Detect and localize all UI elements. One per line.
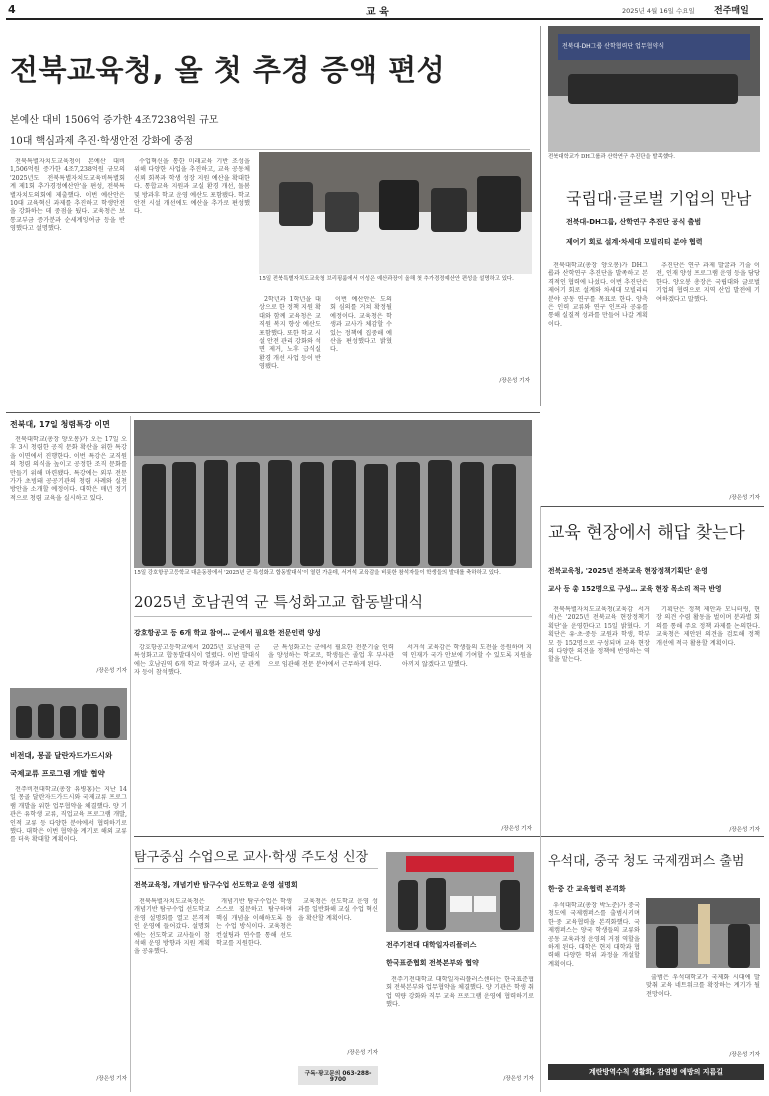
- jeonju-title: 전주기전대 대학일자리플러스: [386, 941, 477, 949]
- jeonju-reporter: /장은성 기자: [503, 1076, 534, 1082]
- dh-article-col1: 전북대학교(총장 양오봉)가 DH그룹과 산학연구 추진단을 발족하고 본격적인 협력에 나섰다. 이번 추진단은 제어기 회로 설계와 차세대 모빌리티 분야 공동 연구를 목표로 한다. 양측은 인력 교류와 연구 인프라 공유를 통해 실질적 성과를 만들어 나갈 계획이다.: [548, 262, 648, 328]
- dh-photo-caption: 전북대학교가 DH그룹과 산학연구 추진단을 발족했다.: [548, 154, 675, 160]
- main-reporter: /장은성 기자: [499, 378, 530, 384]
- dh-subhead-2: 제어기 회로 설계·차세대 모빌리티 분야 협력: [566, 238, 703, 246]
- briefing-photo: [259, 152, 532, 274]
- jeonju-article: 전주기전대학교 대학일자리플러스센터는 한국표준협회 전북본부와 업무협약을 체결했다. 양 기관은 학생 취업 역량 강화와 직무 교육 프로그램 운영에 협력하기로 했다.: [386, 976, 534, 1009]
- ethics-reporter: /장은성 기자: [96, 668, 127, 674]
- woosuk-article: 우석대학교(총장 박노준)가 중국 청도에 국제캠퍼스를 출범시키며 한·중 교육협력을 본격화했다. 국제캠퍼스는 양국 학생들의 교류와 공동 교육과정 운영의 거점 역할을 하게 된다. 대학은 현지 대학과 협력해 다양한 학위 과정을 개설할 계획이다.: [548, 902, 640, 968]
- main-article-col2: 수업혁신을 통한 미래교육 기반 조성을 위해 다양한 사업을 추진하고, 교육 공동체 신뢰 회복과 학생 성장 지원 예산을 확대한다. 통합교육 지원과 교실 환경 개선, 돌봄 및 방과후 학교 운영 예산도 포함됐다. 학교 안전 시설 개선에도 예산을 추가로 편성했다.: [134, 158, 250, 216]
- jeonju-title-2: 한국표준협회 전북본부와 협약: [386, 959, 479, 967]
- main-article-col4: 이번 예산안은 도의회 심의를 거쳐 확정될 예정이다. 교육청은 학생과 교사가 체감할 수 있는 정책에 집중해 예산을 편성했다고 밝혔다.: [330, 296, 392, 354]
- main-subhead-2: 10대 핵심과제 추진·학생안전 강화에 중점: [10, 136, 194, 147]
- inquiry-headline: 탐구중심 수업으로 교사·학생 주도성 신장: [134, 850, 369, 865]
- hap-col1: 강호항공고등학교에서 2025년 호남권역 군 특성화고교 합동발대식이 열렸다. 이번 발대식에는 호남권역 6개 학교 학생과 교사, 군 관계자 등이 참석했다.: [134, 644, 260, 677]
- inquiry-subhead: 전북교육청, 개념기반 탐구수업 선도학교 운영 설명회: [134, 881, 298, 889]
- dh-reporter: /장은성 기자: [729, 495, 760, 501]
- page-number: 4: [8, 3, 16, 16]
- woosuk-headline: 우석대, 중국 청도 국제캠퍼스 출범: [548, 854, 745, 869]
- dh-signing-photo: 전북대-DH그룹 산학협력단 업무협약식: [548, 26, 760, 152]
- hap-col3: 서거석 교육감은 학생들의 도전을 응원하며 지역 인재가 국가 안보에 기여할 수 있도록 지원을 아끼지 않겠다고 말했다.: [402, 644, 532, 668]
- woosuk-reporter: /장은성 기자: [729, 1052, 760, 1058]
- main-headline: 전북교육청, 올 첫 추경 증액 편성: [10, 53, 446, 87]
- hap-col2: 군 특성화고는 군에서 필요한 전문기술 인력을 양성하는 학교로, 학생들은 졸업 후 부사관으로 임관해 전문 분야에서 근무하게 된다.: [268, 644, 394, 668]
- hap-reporter: /장은성 기자: [501, 826, 532, 832]
- field-headline: 교육 현장에서 해답 찾는다: [548, 523, 745, 543]
- inquiry-col1: 전북특별자치도교육청은 개념기반 탐구수업 선도학교 운영 설명회를 열고 본격적인 운영에 들어갔다. 설명회에는 선도학교 교사들이 참석해 운영 방향과 지원 계획을 공유했다.: [134, 898, 210, 956]
- main-article-col1: 전북특별자치도교육청이 본예산 대비 1,506억원 증가한 4조7,238억원 규모의 '2025년도 전북특별자치도교육비특별회계 제1회 추가경정예산안'을 편성, 전북특별자치도의회에 제출했다. 이번 예산안은 10대 교육혁신 과제를 추진하고 학생안전을 강화하는 데 중점을 뒀다. 교육청은 보통교부금 증가분과 순세계잉여금 등을 반영했다고 설명했다.: [10, 158, 125, 233]
- main-subhead-1: 본예산 대비 1506억 증가한 4조7238억원 규모: [10, 115, 219, 126]
- dh-subhead-1: 전북대-DH그룹, 산학연구 추진단 공식 출범: [566, 218, 702, 226]
- inquiry-col2: 개념기반 탐구수업은 학생 스스로 질문하고 탐구하며 핵심 개념을 이해하도록 돕는 수업 방식이다. 교육청은 컨설팅과 연수를 통해 선도학교를 지원한다.: [216, 898, 292, 948]
- vision-reporter: /장은성 기자: [96, 1076, 127, 1082]
- field-col1: 전북특별자치도교육청(교육감 서거석)은 '2025년 전북교육 현장정책기획단'을 운영한다고 15일 밝혔다. 기획단은 유·초·중등 교원과 학생, 학부모 등 152명으로 구성되며 교육 현장의 다양한 의견을 정책에 반영하는 역할을 맡는다.: [548, 606, 650, 664]
- vision-title: 비전대, 몽골 달란자드가드시와: [10, 751, 113, 760]
- vision-title-2: 국제교류 프로그램 개발 협약: [10, 769, 105, 778]
- ethics-article: 전북대학교(총장 양오봉)가 오는 17일 오후 3시 청렴한 공직 문화 확산을 위한 특강을 이면에서 진행한다. 이번 특강은 교직원의 청렴 의식을 높이고 공정한 조직 문화를 만들기 위해 마련됐다. 특강에는 외부 전문가가 초빙돼 공공기관의 청렴 사례와 실천 방안을 소개할 예정이다. 대학은 매년 정기적으로 청렴 교육을 실시하고 있다.: [10, 436, 127, 502]
- field-reporter: /장은성 기자: [729, 827, 760, 833]
- ceremony-caption: 15일 강호항공고등학교 대운동장에서 '2025년 군 특성화고 합동발대식'이 열린 가운데, 서거석 교육감을 비롯한 참석자들이 학생들의 발대를 축하하고 있다.: [134, 570, 501, 576]
- field-subhead-1: 전북교육청, '2025년 전북교육 현장정책기획단' 운영: [548, 567, 708, 575]
- dh-article-col2: 추진단은 연구 과제 발굴과 기술 이전, 인재 양성 프로그램 운영 등을 담당한다. 양오봉 총장은 국립대와 글로벌 기업의 협력으로 지역 산업 발전에 기여하겠다고 말했다.: [656, 262, 760, 303]
- woosuk-subhead: 한·중 간 교육협력 본격화: [548, 885, 626, 893]
- hap-subhead: 강호항공고 등 6개 학교 참여… 군에서 필요한 전문인력 양성: [134, 629, 321, 637]
- dh-headline: 국립대·글로벌 기업의 만남: [566, 189, 752, 208]
- issue-date: 2025년 4월 16일 수요일: [622, 7, 695, 15]
- field-col2: 기획단은 정책 제안과 모니터링, 현장 의견 수렴 활동을 벌이며 분과별 회의를 통해 주요 정책 과제를 논의한다. 교육청은 제안된 의견을 검토해 정책 개선에 적극 활용할 계획이다.: [656, 606, 760, 647]
- ethics-title: 전북대, 17일 청렴특강 이면: [10, 420, 110, 429]
- paper-name: 전주매일: [714, 6, 749, 16]
- hap-headline: 2025년 호남권역 군 특성화고교 합동발대식: [134, 593, 424, 611]
- footer-banner: 계란방역수칙 생활화, 감염병 예방의 지름길: [548, 1064, 764, 1080]
- briefing-photo-caption: 15일 전북특별자치도교육청 브리핑룸에서 이성은 예산과장이 올해 첫 추가경정예산안 편성을 설명하고 있다.: [259, 276, 514, 282]
- vision-article: 전주비전대학교(총장 유병홍)는 지난 14일 몽골 달란자드가드시와 국제교류 프로그램 개발을 위한 업무협약을 체결했다. 양 기관은 유학생 교류, 직업교육 프로그램 개발, 인적 교류 등 다양한 분야에서 협력하기로 했다. 대학은 이번 협약을 계기로 해외 교류를 더욱 확대할 계획이다.: [10, 786, 127, 844]
- field-subhead-2: 교사 등 총 152명으로 구성… 교육 현장 목소리 적극 반영: [548, 585, 722, 593]
- subscription-ad: 구독·광고문의 063-288-9700: [298, 1066, 378, 1085]
- woosuk-photo: [646, 898, 760, 968]
- main-article-col3: 2학년과 1학년을 대상으로 한 정책 지원 확대와 함께 교육청은 교직원 복지 향상 예산도 포함했다. 또한 학교 시설 안전 관리 강화와 석면 제거, 노후 급식실 환경 개선 사업 등이 반영됐다.: [259, 296, 321, 371]
- woosuk-followup: 출범은 우석대학교가 국제화 시대에 발맞춰 교육 네트워크를 확장하는 계기가 될 전망이다.: [646, 974, 760, 998]
- ceremony-photo: [134, 420, 532, 568]
- jeonju-photo: [386, 852, 534, 932]
- vision-photo: [10, 688, 127, 740]
- section-title: 교 육: [366, 7, 389, 18]
- inquiry-reporter: /장은성 기자: [347, 1050, 378, 1056]
- inquiry-col3: 교육청은 선도학교 운영 성과를 일반화해 교실 수업 혁신을 확산할 계획이다.: [298, 898, 378, 922]
